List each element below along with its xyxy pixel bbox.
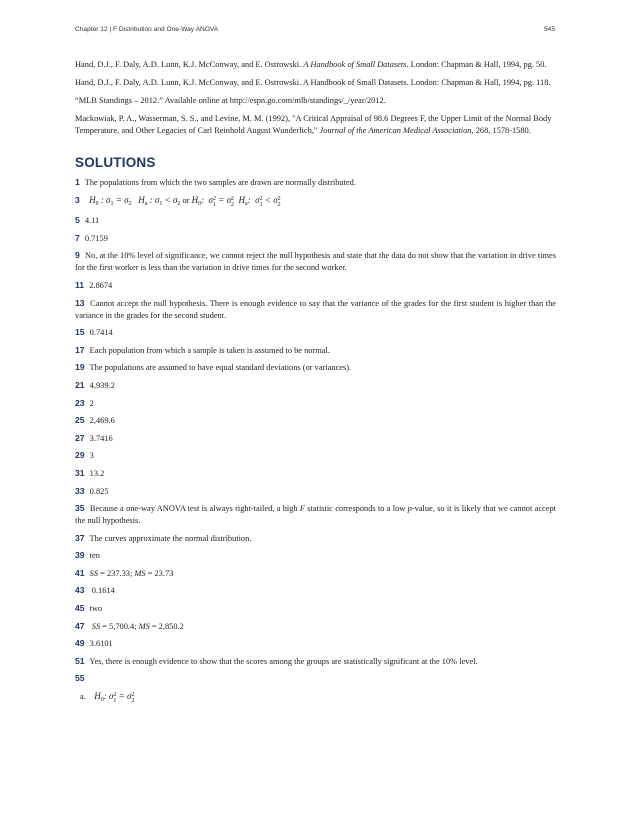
answer-21: 21 4,939.2 — [75, 379, 115, 390]
answer-45: 45 two — [75, 603, 103, 614]
answer-49: 49 3.6101 — [75, 638, 113, 649]
answer-9: 9 No, at the 10% level of significance, we cannot reject the null hypothesis and state that the data do not show that the variation in drive times for the first worker is less than the variation in drive times for the second worker. — [75, 250, 556, 273]
answer-1: 1 The populations from which the two samples are drawn are normally distributed. — [75, 177, 356, 187]
answer-55: 55 — [75, 673, 85, 684]
answer-47: 47 SS = 5,700.4; MS = 2,850.2 — [75, 620, 184, 631]
answer-15: 15 0.7414 — [75, 327, 113, 338]
page-number: 545 — [543, 26, 555, 33]
answer-31: 31 13.2 — [75, 467, 105, 478]
answer-39: 39 ten — [75, 550, 100, 561]
answer-27: 27 3.7416 — [75, 432, 113, 443]
answer-3: 3 $H_0$ : $\sigma_1 = \sigma_2$ $H_a$ : $\sigma_1 < \sigma_2$ or $H_0$: σ 2 1 = σ 2 2 $H_a$: σ 2 1 < σ 2 2 — [75, 194, 281, 208]
answer-55a: a. $H_0$: σ 2 1 = σ 2 2 — [80, 691, 135, 705]
answer-41: 41 SS = 237.33; MS = 23.73 — [75, 567, 174, 578]
reference: Hand, D.J., F. Daly, A.D. Lunn, K.J. McConway, and E. Ostrowski. A Handbook of Small Datasets. London: Chapman & Hall, 1994, pg. 50. — [75, 60, 547, 69]
answer-43: 43 0.1614 — [75, 585, 115, 596]
chapter-title: Chapter 12 | F Distribution and One-Way ANOVA — [75, 26, 219, 33]
answer-19: 19 The populations are assumed to have equal standard deviations (or variances). — [75, 362, 352, 373]
answer-51: 51 Yes, there is enough evidence to show that the scores among the groups are statistically significant at the 10% level. — [75, 655, 478, 666]
answer-25: 25 2,469.6 — [75, 415, 115, 426]
answer-37: 37 The curves approximate the normal distribution. — [75, 532, 252, 543]
answer-7: 7 0.7159 — [75, 232, 108, 243]
reference: Hand, D.J., F. Daly, A.D. Lunn, K.J. McConway, and E. Ostrowski. A Handbook of Small Datasets. London: Chapman & Hall, 1994, pg. 118. — [75, 78, 551, 87]
reference: Mackowiak, P. A., Wasserman, S. S., and Levine, M. M. (1992), "A Critical Appraisal of 98.6 Degrees F, the Upper Limit of the Normal Body Temperature, and Other Legacies of Carl Reinhold August Wunderlich," Journal of the American Medical Association, 268, 1578-1580. — [75, 114, 552, 135]
answer-33: 33 0.825 — [75, 485, 109, 496]
answer-13: 13 Cannot accept the null hypothesis. There is enough evidence to say that the variance of the grades for the first student is higher than the variance in the grades for the second student. — [75, 297, 556, 320]
hypothesis-formula: $H_0$ : $\sigma_1 = \sigma_2$ $H_a$ : $\sigma_1 < \sigma_2$ — [89, 194, 181, 207]
answer-35: 35 Because a one-way ANOVA test is always right-tailed, a high F statistic corresponds to a low p-value, so it is likely that we cannot accept the null hypothesis. — [75, 503, 556, 526]
page-content — [75, 59, 556, 706]
answer-5: 5 4.11 — [75, 215, 100, 226]
answer-23: 23 2 — [75, 397, 94, 408]
answer-11: 11 2.8674 — [75, 279, 113, 290]
reference: “MLB Standings – 2012.” Available online at http://espn.go.com/mlb/standings/_/year/2012. — [75, 96, 386, 105]
answer-29: 29 3 — [75, 450, 94, 461]
answer-17: 17 Each population from which a sample is taken is assumed to be normal. — [75, 344, 330, 355]
null-hypothesis-formula: $H_0$: σ 2 1 = σ 2 2 — [94, 691, 135, 705]
solutions-heading: SOLUTIONS — [75, 155, 156, 170]
